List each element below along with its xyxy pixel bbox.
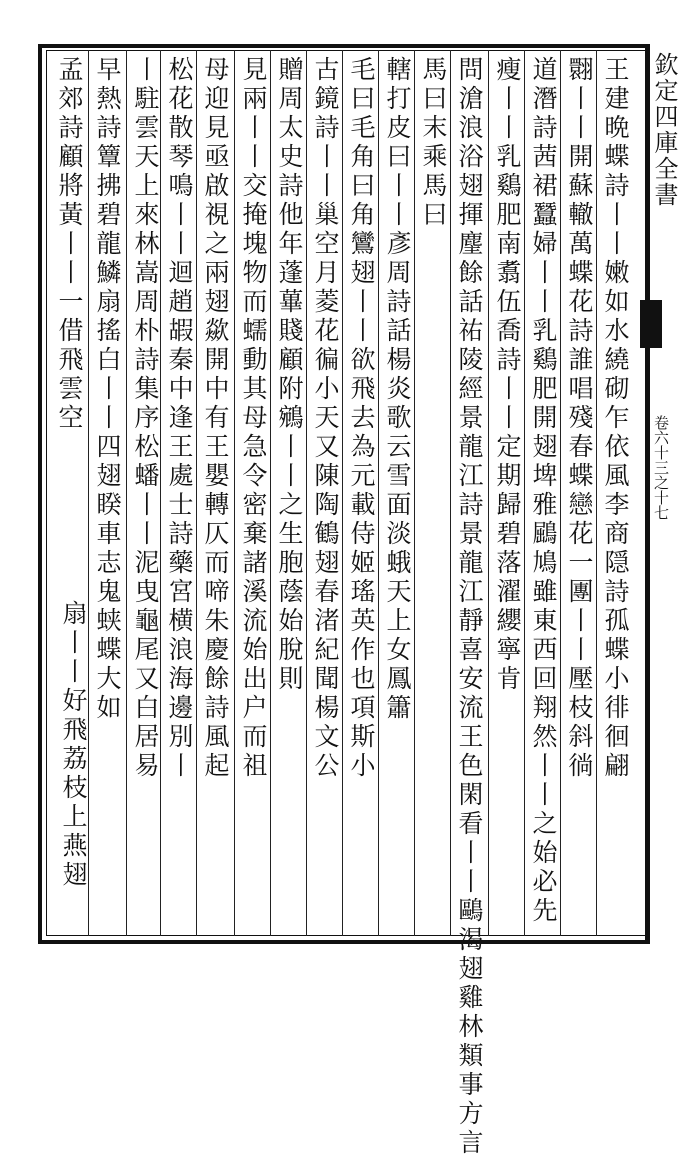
text-column: 馬曰末乘馬曰 (419, 56, 448, 230)
text-column: 轄打皮曰丨丨彥周詩話楊炎歌云雪面淡蛾天上女鳳簫 (383, 56, 412, 723)
column-rule (88, 50, 89, 936)
text-column: 古鏡詩丨丨巢空月菱花徧小天又陳陶鶴翅春渚紀聞楊文公 (311, 56, 340, 781)
text-column: 見兩丨丨交掩塊物而蠕動其母急令密棄諸溪流始出户而祖 (239, 56, 268, 781)
column-rule (126, 50, 127, 936)
text-column: 松花散琴鳴丨丨迴趙嘏秦中逢王處士詩藥宮横浪海邊別丨 (165, 56, 194, 781)
text-column: 贈周太史詩他年蓬蓽賤顧附鵷丨丨之生胞蔭始脫則 (275, 56, 304, 694)
text-column: 母迎見亟啟視之兩翅歘開中有王嬰轉仄而啼朱慶餘詩風起 (201, 56, 230, 781)
column-rule (524, 50, 525, 936)
collection-title: 欽定四庫全書 (650, 52, 678, 208)
text-column: 王建晩蝶詩丨丨嫩如水繞砌乍依風李商隠詩孤蝶小徘徊翩 (601, 56, 630, 781)
text-column: 翾丨丨開蘇轍萬蝶花詩誰唱殘春蝶戀花一團丨丨壓枝斜徜 (565, 56, 594, 781)
column-rule (306, 50, 307, 936)
column-rule (560, 50, 561, 936)
volume-label: 卷六十三之十七 (652, 415, 670, 520)
text-column: 孟郊詩顧將黃丨丨一借飛雲空 (55, 56, 84, 433)
column-rule (450, 50, 451, 936)
column-rule (342, 50, 343, 936)
text-column: 問滄浪浴翅揮麈餘話祐陵經景龍江詩景龍江靜喜安流王色閑看丨丨鷗渴翅雞林類事方言 (455, 56, 484, 1158)
column-rule (160, 50, 161, 936)
text-column: 瘦丨丨乳鷄肥南翥伍喬詩丨丨定期歸碧落濯纓寧肯 (493, 56, 522, 694)
text-column: 扇丨丨好飛荔枝上燕翅 (59, 600, 88, 890)
column-rule (596, 50, 597, 936)
text-column: 道潛詩茜裙蠶婦丨丨乳鷄肥開翅埤雅鶌鳩雖東西回翔然丨丨之始必先 (529, 56, 558, 926)
column-rule (234, 50, 235, 936)
column-rule (196, 50, 197, 936)
column-rule (378, 50, 379, 936)
column-rule (488, 50, 489, 936)
column-rule (414, 50, 415, 936)
text-column: 毛曰毛角曰角鸞翅丨丨欲飛去為元載侍姬瑤英作也項斯小 (347, 56, 376, 781)
column-rule (270, 50, 271, 936)
text-column: 早熱詩簟拂碧龍鱗扇搖白丨丨四翅睽車志鬼蛱蝶大如 (93, 56, 122, 723)
text-column: 丨駐雲天上來林嵩周朴詩集序松蟠丨丨泥曳龜尾又白居易 (131, 56, 160, 781)
fishtail-mark (640, 300, 662, 348)
